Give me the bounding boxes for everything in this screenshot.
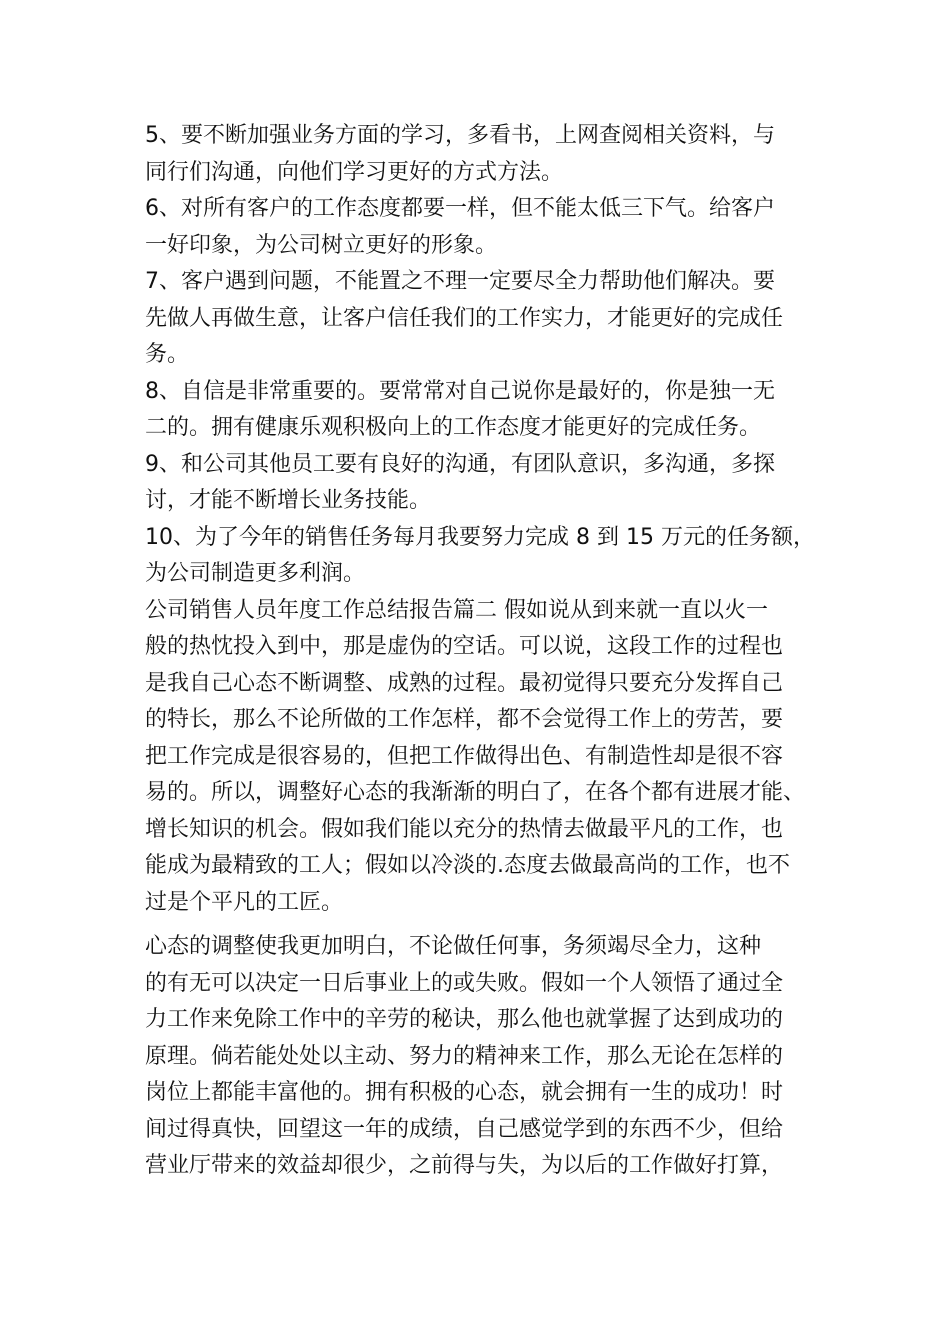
- text-line: 心态的调整使我更加明白，不论做任何事，务须竭尽全力，这种: [145, 934, 762, 959]
- text-line: 岗位上都能丰富他的。拥有积极的心态，就会拥有一生的成功！时: [145, 1080, 784, 1105]
- text-line: 二的。拥有健康乐观积极向上的工作态度才能更好的完成任务。: [145, 415, 762, 440]
- text-line: 务。: [145, 342, 190, 367]
- text-line: 过是个平凡的工匠。: [145, 889, 344, 915]
- paragraph-gap: [145, 921, 815, 929]
- text-line: 营业厅带来的效益却很少，之前得与失，为以后的工作做好打算，: [145, 1153, 784, 1178]
- text-line: 6、对所有客户的工作态度都要一样，但不能太低三下气。给客户: [145, 196, 775, 221]
- text-line: 10、为了今年的销售任务每月我要努力完成 8 到 15 万元的任务额，: [145, 524, 815, 550]
- text-line: 为公司制造更多利润。: [145, 561, 366, 586]
- text-line: 的特长，那么不论所做的工作怎样，都不会觉得工作上的劳苦，要: [145, 707, 784, 732]
- text-line: 般的热忱投入到中，那是虚伪的空话。可以说，这段工作的过程也: [145, 634, 784, 659]
- document-body: [145, 118, 815, 1185]
- text-line: 把工作完成是很容易的，但把工作做得出色、有制造性却是很不容: [145, 743, 784, 769]
- text-line: 同行们沟通，向他们学习更好的方式方法。: [145, 159, 564, 185]
- text-line: 增长知识的机会。假如我们能以充分的热情去做最平凡的工作，也: [145, 816, 784, 842]
- text-line: 能成为最精致的工人；假如以冷淡的.态度去做最高尚的工作，也不: [145, 853, 790, 878]
- text-line: 力工作来免除工作中的辛劳的秘诀，那么他也就掌握了达到成功的: [145, 1007, 784, 1032]
- section-heading-line: 公司销售人员年度工作总结报告篇二 假如说从到来就一直以火一: [145, 597, 768, 623]
- text-line: 7、客户遇到问题，不能置之不理一定要尽全力帮助他们解决。要: [145, 269, 775, 294]
- text-line: 是我自己心态不断调整、成熟的过程。最初觉得只要充分发挥自己: [145, 670, 784, 696]
- text-line: 一好印象，为公司树立更好的形象。: [145, 232, 498, 258]
- text-line: 5、要不断加强业务方面的学习，多看书，上网查阅相关资料，与: [145, 123, 775, 148]
- text-line: 讨，才能不断增长业务技能。: [145, 488, 432, 513]
- text-line: 间过得真快，回望这一年的成绩，自己感觉学到的东西不少，但给: [145, 1116, 784, 1142]
- text-line: 原理。倘若能处处以主动、努力的精神来工作，那么无论在怎样的: [145, 1043, 784, 1069]
- text-line: 的有无可以决定一日后事业上的或失败。假如一个人领悟了通过全: [145, 970, 784, 996]
- text-line: 8、自信是非常重要的。要常常对自己说你是最好的，你是独一无: [145, 378, 775, 404]
- text-line: 易的。所以，调整好心态的我渐渐的明白了，在各个都有进展才能、: [145, 780, 806, 805]
- text-line: 9、和公司其他员工要有良好的沟通，有团队意识，多沟通，多探: [145, 451, 775, 477]
- text-line: 先做人再做生意，让客户信任我们的工作实力，才能更好的完成任: [145, 305, 784, 331]
